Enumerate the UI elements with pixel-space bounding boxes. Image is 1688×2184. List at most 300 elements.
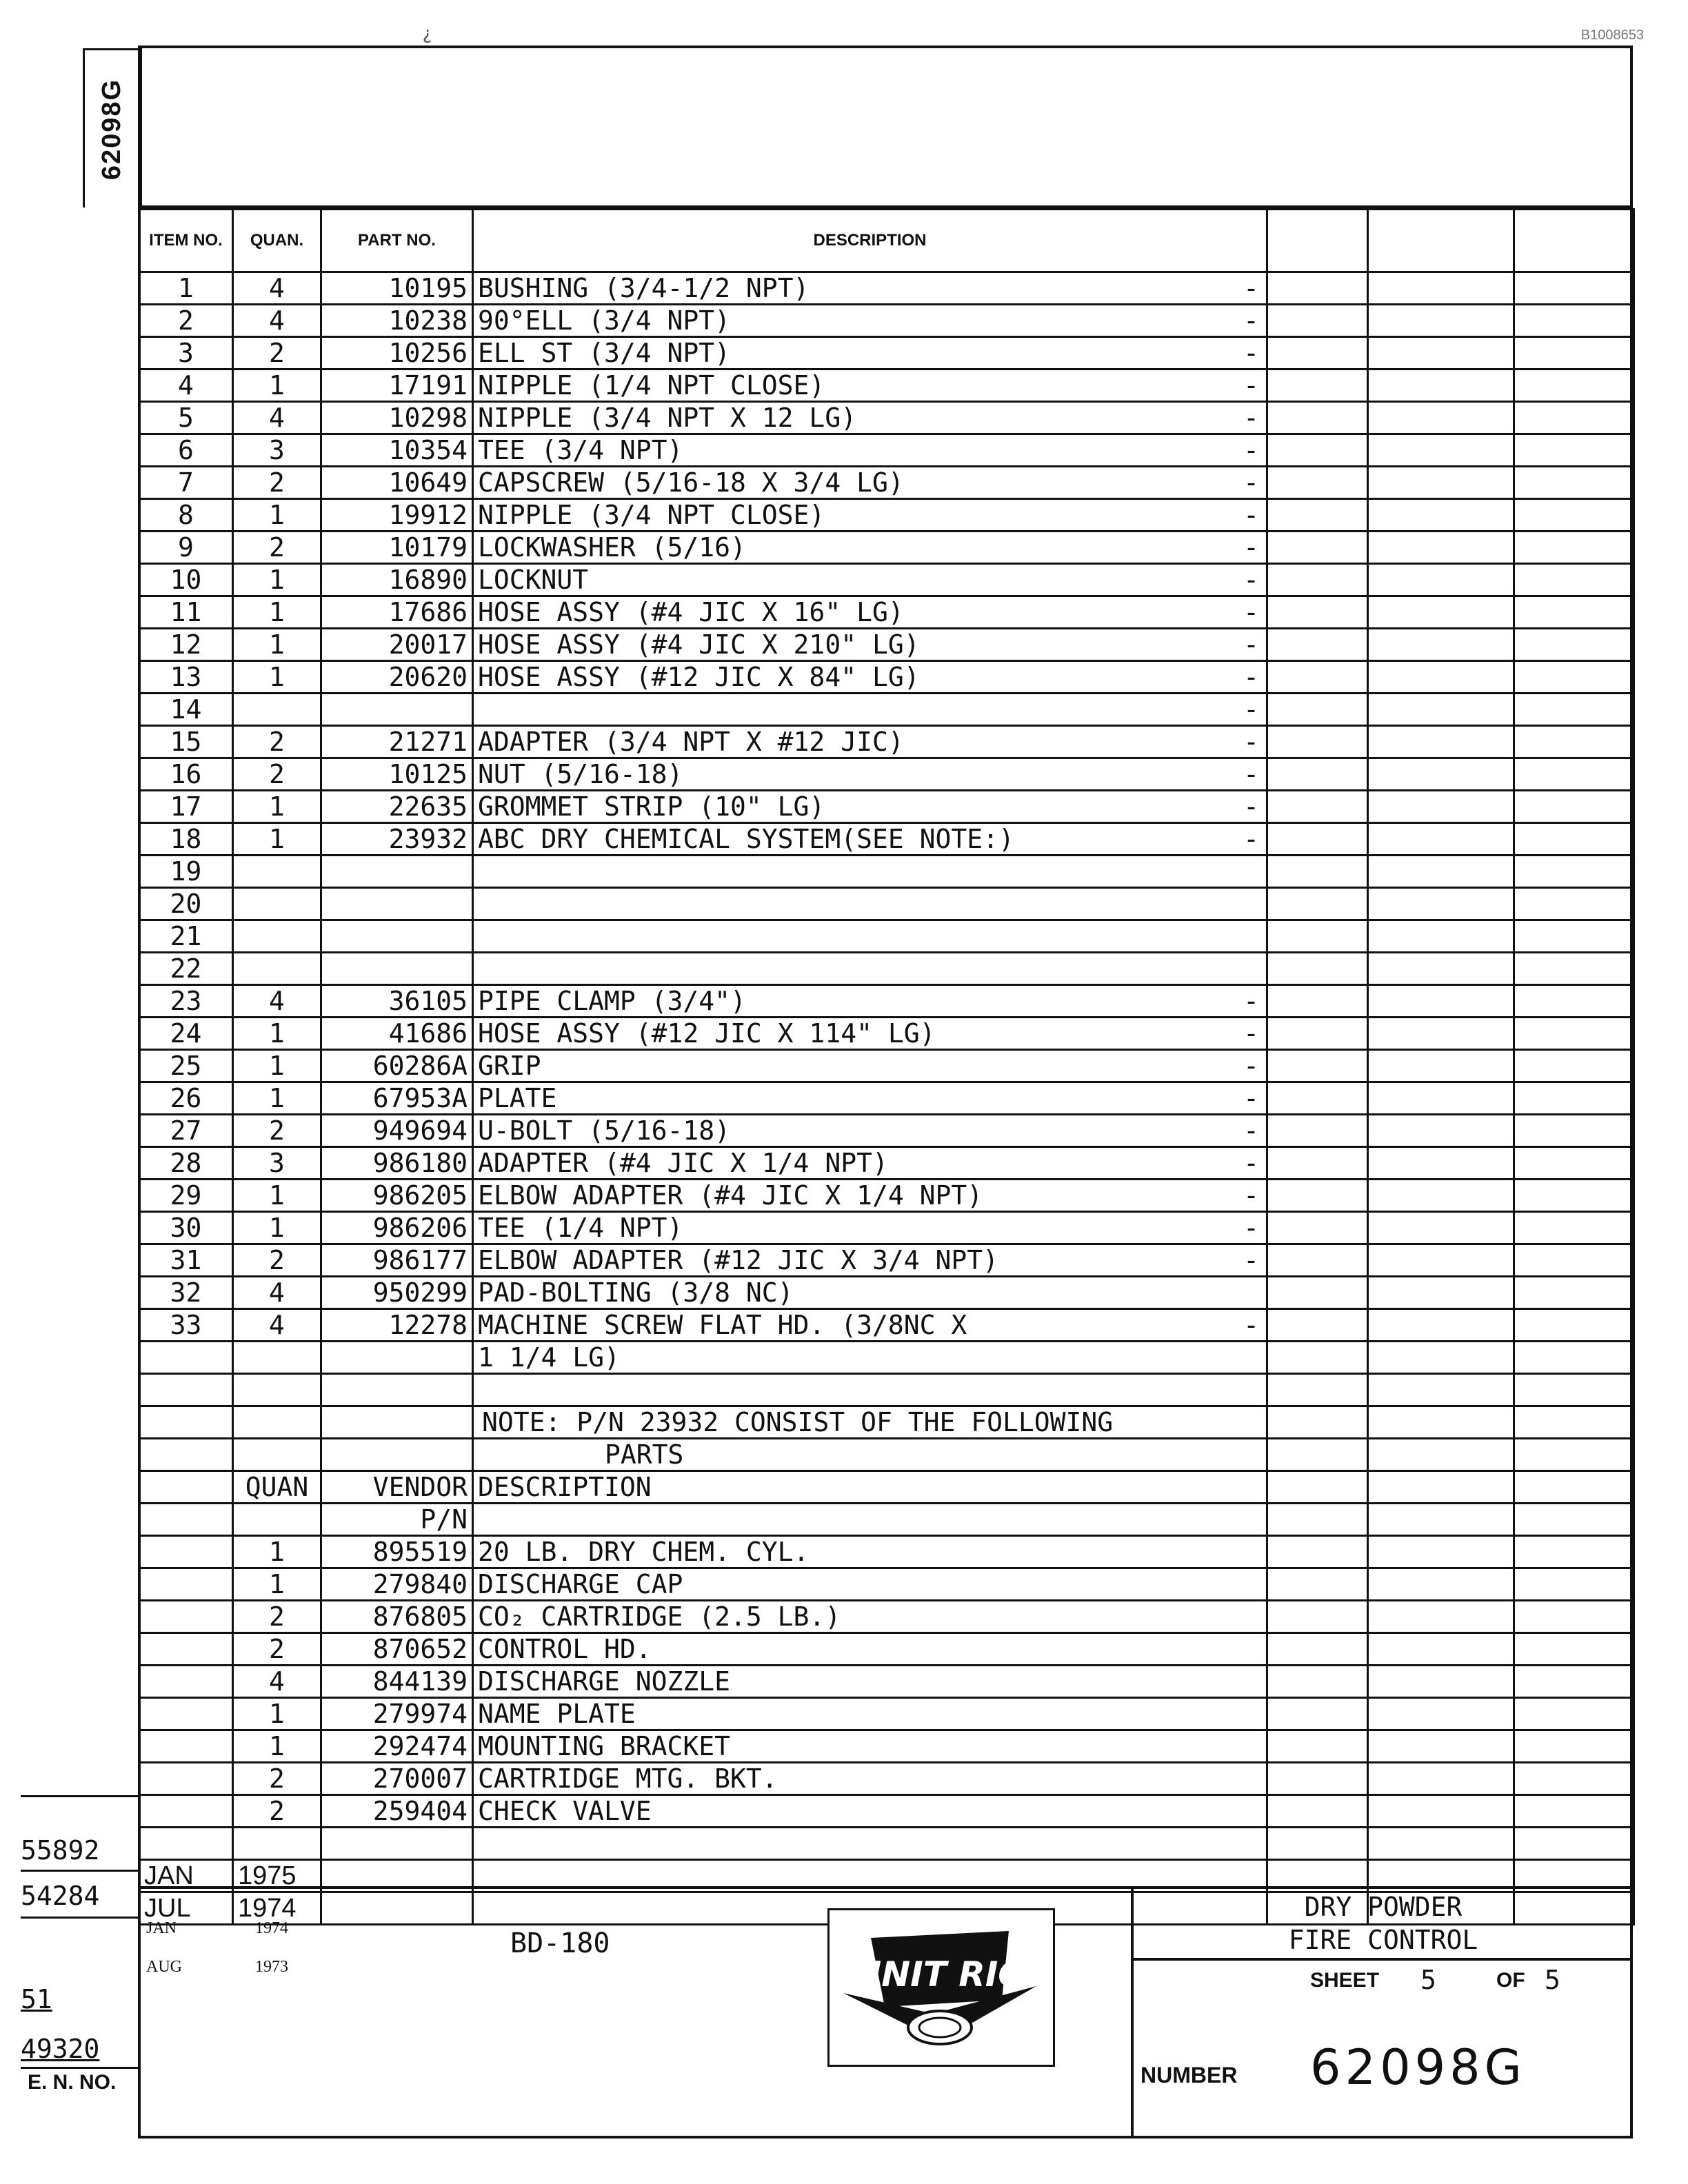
of-label: OF [1496,1969,1525,1992]
description-cell: PARTS [473,1439,1267,1471]
quantity-cell [233,694,321,726]
item-number-cell [139,1471,233,1504]
blank-cell [1368,1374,1514,1406]
column-header-blank [1514,210,1634,272]
table-row [139,823,1634,856]
part-number-cell: 10238 [321,305,473,337]
part-number-cell: 20620 [321,661,473,694]
blank-cell [1267,564,1368,596]
blank-cell [1267,726,1368,758]
sheet-label: SHEET [1310,1969,1380,1992]
item-number-cell [139,1536,233,1568]
description-cell [473,370,1267,402]
quantity-cell: 1 [233,1730,321,1763]
description-cell [473,402,1267,434]
blank-cell [1368,1082,1514,1115]
size-number: BD-180 [510,1928,610,1959]
blank-cell [1368,1342,1514,1374]
revision-dash: - [1243,273,1259,303]
table-row [139,1244,1634,1277]
item-number-cell: 7 [139,467,233,499]
blank-cell [1368,953,1514,985]
item-number-cell: 21 [139,920,233,953]
description-text: U-BOLT (5/16-18) [478,1115,731,1146]
blank-cell [1267,1082,1368,1115]
description-cell: CHECK VALVE [473,1795,1267,1828]
blank-cell [1267,434,1368,467]
part-number-cell: 21271 [321,726,473,758]
side-drawing-number-tab [83,48,142,208]
sheet-total: 5 [1545,1965,1560,1995]
title-date-month: JAN [146,1919,177,1937]
part-number-cell: 986206 [321,1212,473,1244]
blank-cell [1267,1439,1368,1471]
revision-dash: - [1243,403,1259,433]
item-number-cell: 28 [139,1147,233,1180]
part-number-cell: 270007 [321,1763,473,1795]
description-cell [473,823,1267,856]
part-number-cell: 67953A [321,1082,473,1115]
description-text: MACHINE SCREW FLAT HD. (3/8NC X [478,1310,967,1340]
table-row [139,1082,1634,1115]
item-number-cell [139,1439,233,1471]
part-number-cell: P/N [321,1504,473,1536]
blank-cell [1514,694,1634,726]
item-number-cell: 17 [139,791,233,823]
description-cell: CONTROL HD. [473,1633,1267,1666]
column-header-blank [1368,210,1514,272]
blank-cell [1267,1633,1368,1666]
blank-cell [1267,1730,1368,1763]
revision-dash: - [1243,305,1259,336]
blank-cell [1368,467,1514,499]
part-number-cell: 10298 [321,402,473,434]
change-number: 55892 [21,1835,100,1866]
blank-cell [1267,1795,1368,1828]
table-row [139,694,1634,726]
description-cell: DISCHARGE CAP [473,1568,1267,1601]
item-number-cell: 3 [139,337,233,370]
table-row [139,791,1634,823]
blank-cell [1267,888,1368,920]
quantity-cell: 2 [233,1763,321,1795]
description-text: CAPSCREW (5/16-18 X 3/4 LG) [478,467,904,498]
part-number-cell: 10179 [321,532,473,564]
item-number-cell: 20 [139,888,233,920]
table-row [139,305,1634,337]
blank-header-area [138,46,1633,208]
part-number-cell: 10256 [321,337,473,370]
description-text: ADAPTER (3/4 NPT X #12 JIC) [478,727,904,757]
description-cell [473,1374,1267,1406]
blank-cell [1368,888,1514,920]
description-cell [473,1180,1267,1212]
quantity-cell: 2 [233,1115,321,1147]
blank-cell [1514,1568,1634,1601]
description-text: PAD-BOLTING (3/8 NC) [478,1277,794,1308]
item-number-cell: 13 [139,661,233,694]
part-number-cell [321,1374,473,1406]
blank-cell [1267,1212,1368,1244]
blank-cell [1267,305,1368,337]
quantity-cell: 1 [233,661,321,694]
blank-cell [1267,1601,1368,1633]
quantity-cell: 2 [233,1244,321,1277]
quantity-cell [233,1828,321,1860]
table-row [139,1601,1634,1633]
blank-cell [1514,1374,1634,1406]
blank-cell [1514,1050,1634,1082]
blank-cell [1267,337,1368,370]
quantity-cell: 2 [233,1795,321,1828]
column-header-item: ITEM NO. [139,210,233,272]
blank-cell [1368,1277,1514,1309]
part-number-cell: 292474 [321,1730,473,1763]
blank-cell [1368,1730,1514,1763]
blank-cell [1514,467,1634,499]
description-cell: 20 LB. DRY CHEM. CYL. [473,1536,1267,1568]
table-row [139,1504,1634,1536]
quantity-cell: 1 [233,370,321,402]
blank-cell [1267,823,1368,856]
blank-cell [1514,1244,1634,1277]
table-row [139,1763,1634,1795]
quantity-cell: 2 [233,337,321,370]
blank-cell [1514,661,1634,694]
description-text: BUSHING (3/4-1/2 NPT) [478,273,810,303]
item-number-cell: 27 [139,1115,233,1147]
item-number-cell: 9 [139,532,233,564]
blank-cell [1267,1115,1368,1147]
blank-cell [1514,1471,1634,1504]
table-row [139,596,1634,629]
blank-cell [1514,1666,1634,1698]
blank-cell [1368,629,1514,661]
change-number: 49320 [21,2034,100,2064]
description-text: NIPPLE (3/4 NPT X 12 LG) [478,403,857,433]
blank-cell [1368,1212,1514,1244]
part-number-cell: 16890 [321,564,473,596]
quantity-cell: 1 [233,499,321,532]
description-text: PLATE [478,1083,557,1113]
revision-dash: - [1243,435,1259,465]
item-number-cell: 19 [139,856,233,888]
blank-cell [1368,1666,1514,1698]
table-row [139,661,1634,694]
blank-cell [1514,532,1634,564]
title-block-divider [1131,1958,1633,1961]
revision-dash: - [1243,759,1259,789]
part-number-cell: 279840 [321,1568,473,1601]
blank-cell [1514,823,1634,856]
revision-dash: - [1243,694,1259,725]
blank-cell [1368,1504,1514,1536]
blank-cell [1267,467,1368,499]
table-row [139,1795,1634,1828]
description-text: ABC DRY CHEMICAL SYSTEM(SEE NOTE:) [478,824,1014,854]
item-number-cell: 1 [139,272,233,305]
item-number-cell: 33 [139,1309,233,1342]
blank-cell [1267,1471,1368,1504]
blank-cell [1267,499,1368,532]
part-number-cell: 844139 [321,1666,473,1698]
en-number-label: E. N. NO. [28,2071,117,2094]
blank-cell [1368,823,1514,856]
description-cell [473,791,1267,823]
description-text: NIPPLE (1/4 NPT CLOSE) [478,370,825,401]
quantity-cell: 1 [233,596,321,629]
table-row [139,272,1634,305]
description-cell: 1 1/4 LG) [473,1342,1267,1374]
quantity-cell: 2 [233,467,321,499]
quantity-cell [233,953,321,985]
part-number-cell: 986180 [321,1147,473,1180]
revision-dash: - [1243,662,1259,692]
table-row [139,1666,1634,1698]
description-cell [473,953,1267,985]
blank-cell [1514,1730,1634,1763]
blank-cell [1514,564,1634,596]
side-drawing-number: 62098G [97,78,127,180]
blank-cell [1267,1342,1368,1374]
blank-cell [1368,499,1514,532]
blank-cell [1514,1018,1634,1050]
blank-cell [1267,1018,1368,1050]
description-text: ELBOW ADAPTER (#12 JIC X 3/4 NPT) [478,1245,998,1275]
description-cell [473,1082,1267,1115]
table-row [139,1828,1634,1860]
quantity-cell [233,1406,321,1439]
blank-cell [1368,337,1514,370]
item-number-cell: 10 [139,564,233,596]
description-cell: NOTE: P/N 23932 CONSIST OF THE FOLLOWING [473,1406,1267,1439]
blank-cell [1514,370,1634,402]
blank-cell [1368,402,1514,434]
part-number-cell: 60286A [321,1050,473,1082]
blank-cell [1514,920,1634,953]
blank-cell [1368,920,1514,953]
table-row [139,467,1634,499]
item-number-cell: 11 [139,596,233,629]
blank-cell [1514,629,1634,661]
blank-cell [1368,564,1514,596]
left-divider [21,1870,139,1872]
description-cell [473,272,1267,305]
description-cell [473,532,1267,564]
item-number-cell: 29 [139,1180,233,1212]
description-cell [473,856,1267,888]
table-row [139,953,1634,985]
part-number-cell: 36105 [321,985,473,1018]
revision-dash: - [1243,1083,1259,1113]
left-divider [21,1917,139,1919]
table-row [139,434,1634,467]
table-row [139,1568,1634,1601]
item-number-cell [139,1730,233,1763]
description-text: HOSE ASSY (#4 JIC X 16" LG) [478,597,904,627]
table-row [139,370,1634,402]
description-cell [473,1309,1267,1342]
table-row [139,1212,1634,1244]
description-cell [473,1050,1267,1082]
quantity-cell: 1 [233,1568,321,1601]
blank-cell [1368,694,1514,726]
blank-cell [1514,337,1634,370]
item-number-cell: 31 [139,1244,233,1277]
revision-dash: - [1243,986,1259,1016]
description-cell [473,726,1267,758]
item-number-cell [139,1601,233,1633]
blank-cell [1514,1115,1634,1147]
table-row [139,1439,1634,1471]
blank-cell [1368,1018,1514,1050]
description-cell [473,661,1267,694]
quantity-cell: 1 [233,823,321,856]
blank-cell [1267,596,1368,629]
table-row [139,726,1634,758]
part-number-cell [321,694,473,726]
blank-cell [1368,1828,1514,1860]
column-header-description: DESCRIPTION [473,210,1267,272]
table-row [139,1018,1634,1050]
blank-cell [1514,726,1634,758]
part-number-cell: 23932 [321,823,473,856]
blank-cell [1368,1309,1514,1342]
revision-dash: - [1243,1018,1259,1049]
item-number-cell: 12 [139,629,233,661]
blank-cell [1514,1828,1634,1860]
quantity-cell [233,1439,321,1471]
quantity-cell [233,1342,321,1374]
blank-cell [1514,1212,1634,1244]
description-cell [473,596,1267,629]
table-row [139,1342,1634,1374]
blank-cell [1267,1244,1368,1277]
blank-cell [1267,1504,1368,1536]
description-text: TEE (1/4 NPT) [478,1213,683,1243]
quantity-cell: 4 [233,305,321,337]
blank-cell [1514,985,1634,1018]
blank-cell [1368,1471,1514,1504]
title-date-year: 1973 [255,1958,288,1976]
number-label: NUMBER [1141,2063,1238,2087]
item-number-cell: 23 [139,985,233,1018]
quantity-cell: 1 [233,1018,321,1050]
quantity-cell: 4 [233,1277,321,1309]
table-row [139,1115,1634,1147]
quantity-cell: 3 [233,434,321,467]
revision-dash: - [1243,565,1259,595]
part-number-cell: 279974 [321,1698,473,1730]
blank-cell [1368,596,1514,629]
part-number-cell: 41686 [321,1018,473,1050]
blank-cell [1267,856,1368,888]
table-row [139,1698,1634,1730]
blank-cell [1514,1277,1634,1309]
table-row [139,1277,1634,1309]
blank-cell [1267,953,1368,985]
revision-dash: - [1243,1180,1259,1211]
quantity-cell: QUAN [233,1471,321,1504]
table-row [139,856,1634,888]
description-text: HOSE ASSY (#12 JIC X 84" LG) [478,662,920,692]
blank-cell [1368,1633,1514,1666]
revision-dash: - [1243,629,1259,660]
blank-cell [1368,370,1514,402]
description-cell [473,499,1267,532]
blank-cell [1514,434,1634,467]
table-row [139,564,1634,596]
unit-rig-logo [827,1908,1055,2067]
blank-cell [1368,726,1514,758]
part-number-cell: 986177 [321,1244,473,1277]
quantity-cell: 1 [233,564,321,596]
item-number-cell [139,1666,233,1698]
left-divider [21,2067,139,2069]
revision-dash: - [1243,1051,1259,1081]
description-cell [473,305,1267,337]
description-text: NUT (5/16-18) [478,759,683,789]
blank-cell [1267,985,1368,1018]
blank-cell [1368,434,1514,467]
change-number: 51 [21,1984,52,2014]
blank-cell [1368,1536,1514,1568]
blank-cell [1368,1698,1514,1730]
item-number-cell [139,1763,233,1795]
revision-dash: - [1243,532,1259,563]
blank-cell [1368,1406,1514,1439]
table-row [139,629,1634,661]
table-row [139,532,1634,564]
part-number-cell: 895519 [321,1536,473,1568]
revision-dash: - [1243,467,1259,498]
item-number-cell: 26 [139,1082,233,1115]
revision-dash: - [1243,727,1259,757]
blank-cell [1514,856,1634,888]
item-number-cell: 15 [139,726,233,758]
description-cell [473,758,1267,791]
description-text: HOSE ASSY (#12 JIC X 114" LG) [478,1018,936,1049]
quantity-cell: 1 [233,1212,321,1244]
quantity-cell: 2 [233,758,321,791]
part-number-cell [321,953,473,985]
quantity-cell: 1 [233,1050,321,1082]
unit-rig-logo-graphic [830,1910,1053,2065]
part-number-cell [321,1439,473,1471]
description-cell [473,564,1267,596]
description-text: ADAPTER (#4 JIC X 1/4 NPT) [478,1148,888,1178]
blank-cell [1267,661,1368,694]
part-number-cell [321,856,473,888]
corner-mark: ¿ [422,23,433,44]
blank-cell [1514,1536,1634,1568]
description-text: 90°ELL (3/4 NPT) [478,305,731,336]
blank-cell [1514,1147,1634,1180]
description-cell [473,1277,1267,1309]
blank-cell [1514,402,1634,434]
part-number-cell: 17686 [321,596,473,629]
item-number-cell [139,1828,233,1860]
description-cell: CARTRIDGE MTG. BKT. [473,1763,1267,1795]
description-cell [473,1504,1267,1536]
revision-dash: - [1243,597,1259,627]
blank-cell [1514,1439,1634,1471]
document-stamp: B1008653 [1580,28,1644,43]
blank-cell [1267,1828,1368,1860]
description-text: GRIP [478,1051,541,1081]
quantity-cell: 1 [233,1180,321,1212]
description-cell [473,1147,1267,1180]
